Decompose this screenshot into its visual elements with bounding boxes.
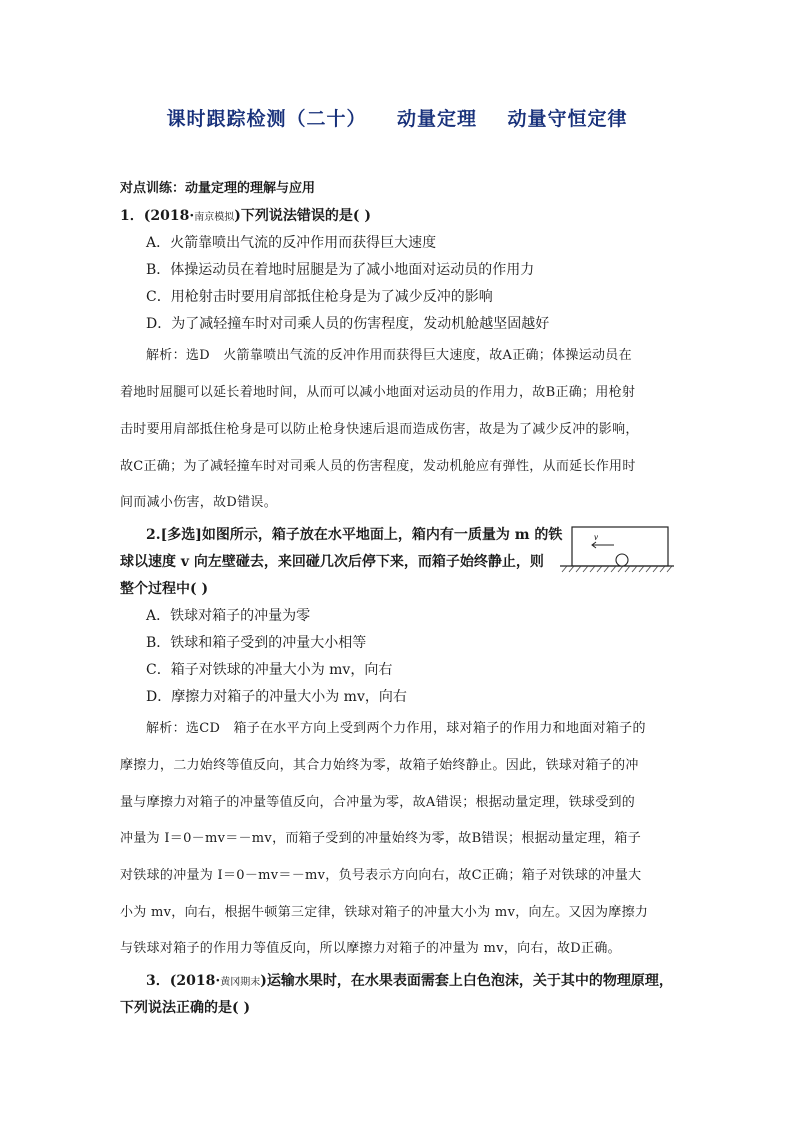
question-1-option-d: D．为了减轻撞车时对司乘人员的伤害程度，发动机舱越坚固越好 [146, 316, 550, 332]
explanation-1-line: 击时要用肩部抵住枪身是可以防止枪身快速后退而造成伤害，故是为了减少反冲的影响， [120, 422, 639, 437]
velocity-label: v [594, 532, 598, 542]
explanation-2-line: 解析：选CD 箱子在水平方向上受到两个力作用，球对箱子的作用力和地面对箱子的 [146, 721, 646, 736]
question-2-option-d: D．摩擦力对箱子的冲量大小为 mv，向右 [146, 689, 407, 705]
question-2-stem: 球以速度 v 向左壁碰去，来回碰几次后停下来，而箱子始终静止，则 [120, 554, 544, 570]
question-3-prefix: 3．(2018· [146, 973, 221, 989]
question-3-suffix: )运输水果时，在水果表面需套上白色泡沫，关于其中的物理原理， [260, 973, 673, 989]
explanation-2-line: 量与摩擦力对箱子的冲量等值反向，合冲量为零，故A错误；根据动量定理，铁球受到的 [120, 795, 636, 810]
question-3-source: 黄冈期末 [220, 977, 261, 988]
explanation-2-line: 小为 mv，向右，根据牛顿第三定律，铁球对箱子的冲量大小为 mv，向左。又因为摩擦力 [120, 905, 649, 920]
question-3-stem [146, 971, 706, 993]
explanation-2-line: 摩擦力，二力始终等值反向，其合力始终为零，故箱子始终静止。因此，铁球对箱子的冲 [120, 758, 639, 773]
explanation-2-line: 冲量为 I＝0－mv＝－mv，而箱子受到的冲量始终为零，故B错误；根据动量定理，箱子 [120, 831, 642, 846]
explanation-2-line: 与铁球对箱子的作用力等值反向，所以摩擦力对箱子的冲量为 mv，向右，故D正确。 [120, 941, 621, 956]
question-1-option-b: B．体操运动员在着地时屈腿是为了减小地面对运动员的作用力 [146, 262, 535, 278]
question-1-option-c: C．用枪射击时要用肩部抵住枪身是为了减少反冲的影响 [146, 289, 493, 305]
iron-ball [616, 554, 628, 566]
explanation-1-line: 着地时屈腿可以延长着地时间，从而可以减小地面对运动员的作用力，故B正确；用枪射 [120, 385, 636, 400]
explanation-1-line: 解析：选D 火箭靠喷出气流的反冲作用而获得巨大速度，故A正确；体操运动员在 [146, 348, 632, 363]
ground-hatching [562, 566, 672, 572]
question-1-suffix: )下列说法错误的是( ) [234, 208, 371, 224]
question-2-option-c: C．箱子对铁球的冲量大小为 mv，向右 [146, 662, 393, 678]
explanation-2-line: 对铁球的冲量为 I＝0－mv＝－mv，负号表示方向向右，故C正确；箱子对铁球的冲量大 [120, 868, 642, 883]
page-title: 课时跟踪检测（二十） 动量定理 动量守恒定律 [166, 108, 628, 130]
box-ball-figure [558, 525, 676, 575]
section-heading: 对点训练：动量定理的理解与应用 [120, 181, 316, 196]
explanation-1-line: 故C正确；为了减轻撞车时对司乘人员的伤害程度，发动机舱应有弹性，从而延长作用时 [120, 459, 636, 474]
explanation-1-line: 间而减小伤害，故D错误。 [120, 495, 278, 510]
question-1-prefix: 1．(2018· [120, 208, 195, 224]
question-2-option-a: A．铁球对箱子的冲量为零 [146, 608, 311, 624]
question-1-option-a: A．火箭靠喷出气流的反冲作用而获得巨大速度 [146, 235, 437, 251]
question-3-stem: 下列说法正确的是( ) [120, 1000, 251, 1016]
question-1-source: 南京模拟 [194, 212, 235, 223]
question-2-stem: 2.[多选]如图所示，箱子放在水平地面上，箱内有一质量为 m 的铁 [146, 527, 563, 543]
question-1-stem [120, 206, 680, 228]
question-2-option-b: B．铁球和箱子受到的冲量大小相等 [146, 635, 367, 651]
question-2-stem: 整个过程中( ) [120, 581, 209, 597]
